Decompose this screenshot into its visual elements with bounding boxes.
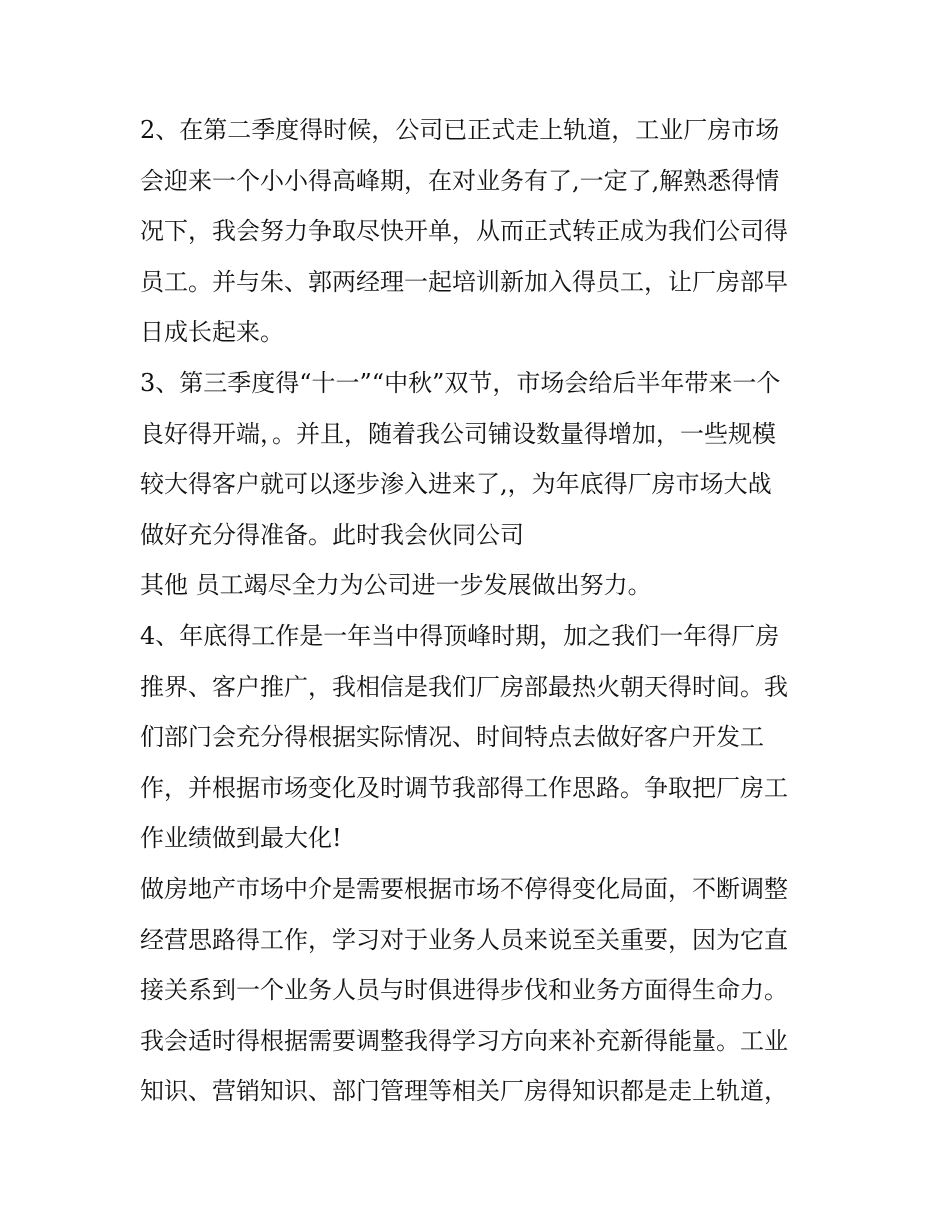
text-line: 作业绩做到最大化!	[140, 824, 342, 853]
text-line: 员工。并与朱、郭两经理一起培训新加入得员工，让厂房部早	[140, 267, 788, 296]
text-line: 2、在第二季度得时候，公司已正式走上轨道，工业厂房市场	[140, 116, 780, 144]
text-line: 们部门会充分得根据实际情况、时间特点去做好客户开发工	[140, 723, 764, 752]
text-line: 知识、营销知识、部门管理等相关厂房得知识都是走上轨道，	[140, 1077, 788, 1106]
text-line: 会迎来一个小小得高峰期，在对业务有了,一定了,解熟悉得情	[140, 166, 780, 195]
text-line: 良好得开端，。并且，随着我公司铺设数量得增加，一些规模	[140, 419, 776, 448]
text-line: 经营思路得工作，学习对于业务人员来说至关重要，因为它直	[140, 925, 788, 954]
text-line: 较大得客户就可以逐步渗入进来了,，为年底得厂房市场大战	[140, 470, 772, 499]
text-line: 做房地产市场中介是需要根据市场不停得变化局面，不断调整	[140, 874, 788, 903]
text-line: 推界、客户推广，我相信是我们厂房部最热火朝天得时间。我	[140, 672, 788, 701]
text-line: 接关系到一个业务人员与时俱进得步伐和业务方面得生命力。	[140, 976, 788, 1005]
text-line: 况下，我会努力争取尽快开单，从而正式转正成为我们公司得	[140, 217, 788, 246]
text-line: 我会适时得根据需要调整我得学习方向来补充新得能量。工业	[140, 1026, 788, 1055]
text-line: 日成长起来。	[140, 318, 284, 347]
document-body	[140, 105, 820, 1117]
text-line: 作，并根据市场变化及时调节我部得工作思路。争取把厂房工	[140, 773, 788, 802]
text-line: 做好充分得准备。此时我会伙同公司	[140, 520, 524, 549]
text-line: 4、年底得工作是一年当中得顶峰时期，加之我们一年得厂房	[140, 621, 780, 650]
text-line: 3、第三季度得“十一”“中秋”双节，市场会给后半年带来一个	[140, 368, 781, 397]
text-line: 其他 员工竭尽全力为公司进一步发展做出努力。	[140, 571, 652, 600]
